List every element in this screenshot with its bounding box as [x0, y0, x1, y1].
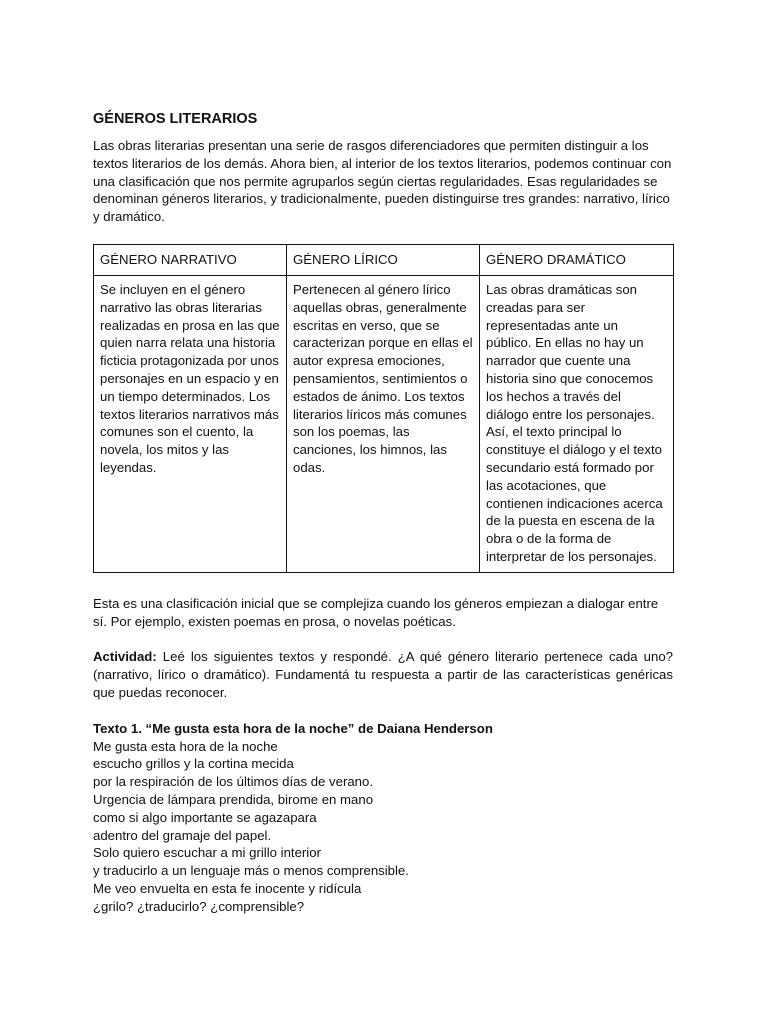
poem-line: y traducirlo a un lenguaje más o menos comprensible. [93, 863, 409, 879]
poem-line: por la respiración de los últimos días de verano. [93, 774, 374, 790]
text1-section [93, 720, 673, 916]
document-page [93, 110, 673, 915]
genres-table [93, 244, 674, 573]
header-lyric: GÉNERO LÍRICO [287, 244, 480, 275]
classification-note: Esta es una clasificación inicial que se complejiza cuando los géneros empiezan a dialogar entre sí. Por ejemplo, existen poemas en prosa, o novelas poéticas. [93, 595, 659, 629]
activity-paragraph [93, 648, 673, 701]
activity-label: Actividad: [93, 649, 157, 665]
poem-line: Solo quiero escuchar a mi grillo interior [93, 845, 321, 861]
poem-line: Me veo envuelta en esta fe inocente y ridícula [93, 880, 362, 896]
header-dramatic: GÉNERO DRAMÁTICO [480, 244, 674, 275]
document-title: GÉNEROS LITERARIOS [93, 111, 258, 127]
activity-text: Leé los siguientes textos y respondé. ¿A qué género literario pertenece cada uno? (narrativo, lírico o dramático). Fundamentá tu respuesta a partir de las características genéricas que puedas reconocer. [93, 649, 673, 700]
cell-dramatic: Las obras dramáticas son creadas para ser representadas ante un público. En ellas no hay un narrador que cuente una historia sino que conocemos los hechos a través del diálogo entre los personajes. Así, el texto principal lo constituye el diálogo y el texto secundario está formado por las acotaciones, que contienen indicaciones acerca de la puesta en escena de la obra o de la forma de interpretar de los personajes. [480, 275, 674, 572]
genres-table-body-row [94, 275, 674, 572]
poem-line: escucho grillos y la cortina mecida [93, 756, 294, 772]
header-narrative: GÉNERO NARRATIVO [94, 244, 287, 275]
poem-line: Me gusta esta hora de la noche [93, 738, 278, 754]
poem-line: como si algo importante se agazapara [93, 809, 317, 825]
intro-paragraph: Las obras literarias presentan una serie de rasgos diferenciadores que permiten distinguir a los textos literarios de los demás. Ahora bien, al interior de los textos literarios, podemos continuar con una clasificación que nos permite agruparlos según ciertas regularidades. Esas regularidades se denominan géneros literarios, y tradicionalmente, pueden distinguirse tres grandes: narrativo, lírico y dramático. [93, 138, 672, 225]
poem-line: ¿grilo? ¿traducirlo? ¿comprensible? [93, 898, 305, 914]
text1-title: Texto 1. “Me gusta esta hora de la noche” de Daiana Henderson [93, 720, 493, 736]
genres-table-header-row [94, 244, 674, 275]
poem-line: adentro del gramaje del papel. [93, 827, 272, 843]
poem-line: Urgencia de lámpara prendida, birome en mano [93, 791, 374, 807]
cell-narrative: Se incluyen en el género narrativo las obras literarias realizadas en prosa en las que quien narra relata una historia ficticia protagonizada por unos personajes en un espacio y en un tiempo determinados. Los textos literarios narrativos más comunes son el cuento, la novela, los mitos y las leyendas. [94, 275, 287, 572]
cell-lyric: Pertenecen al género lírico aquellas obras, generalmente escritas en verso, que se caracterizan porque en ellas el autor expresa emociones, pensamientos, sentimientos o estados de ánimo. Los textos literarios líricos más comunes son los poemas, las canciones, los himnos, las odas. [287, 275, 480, 572]
